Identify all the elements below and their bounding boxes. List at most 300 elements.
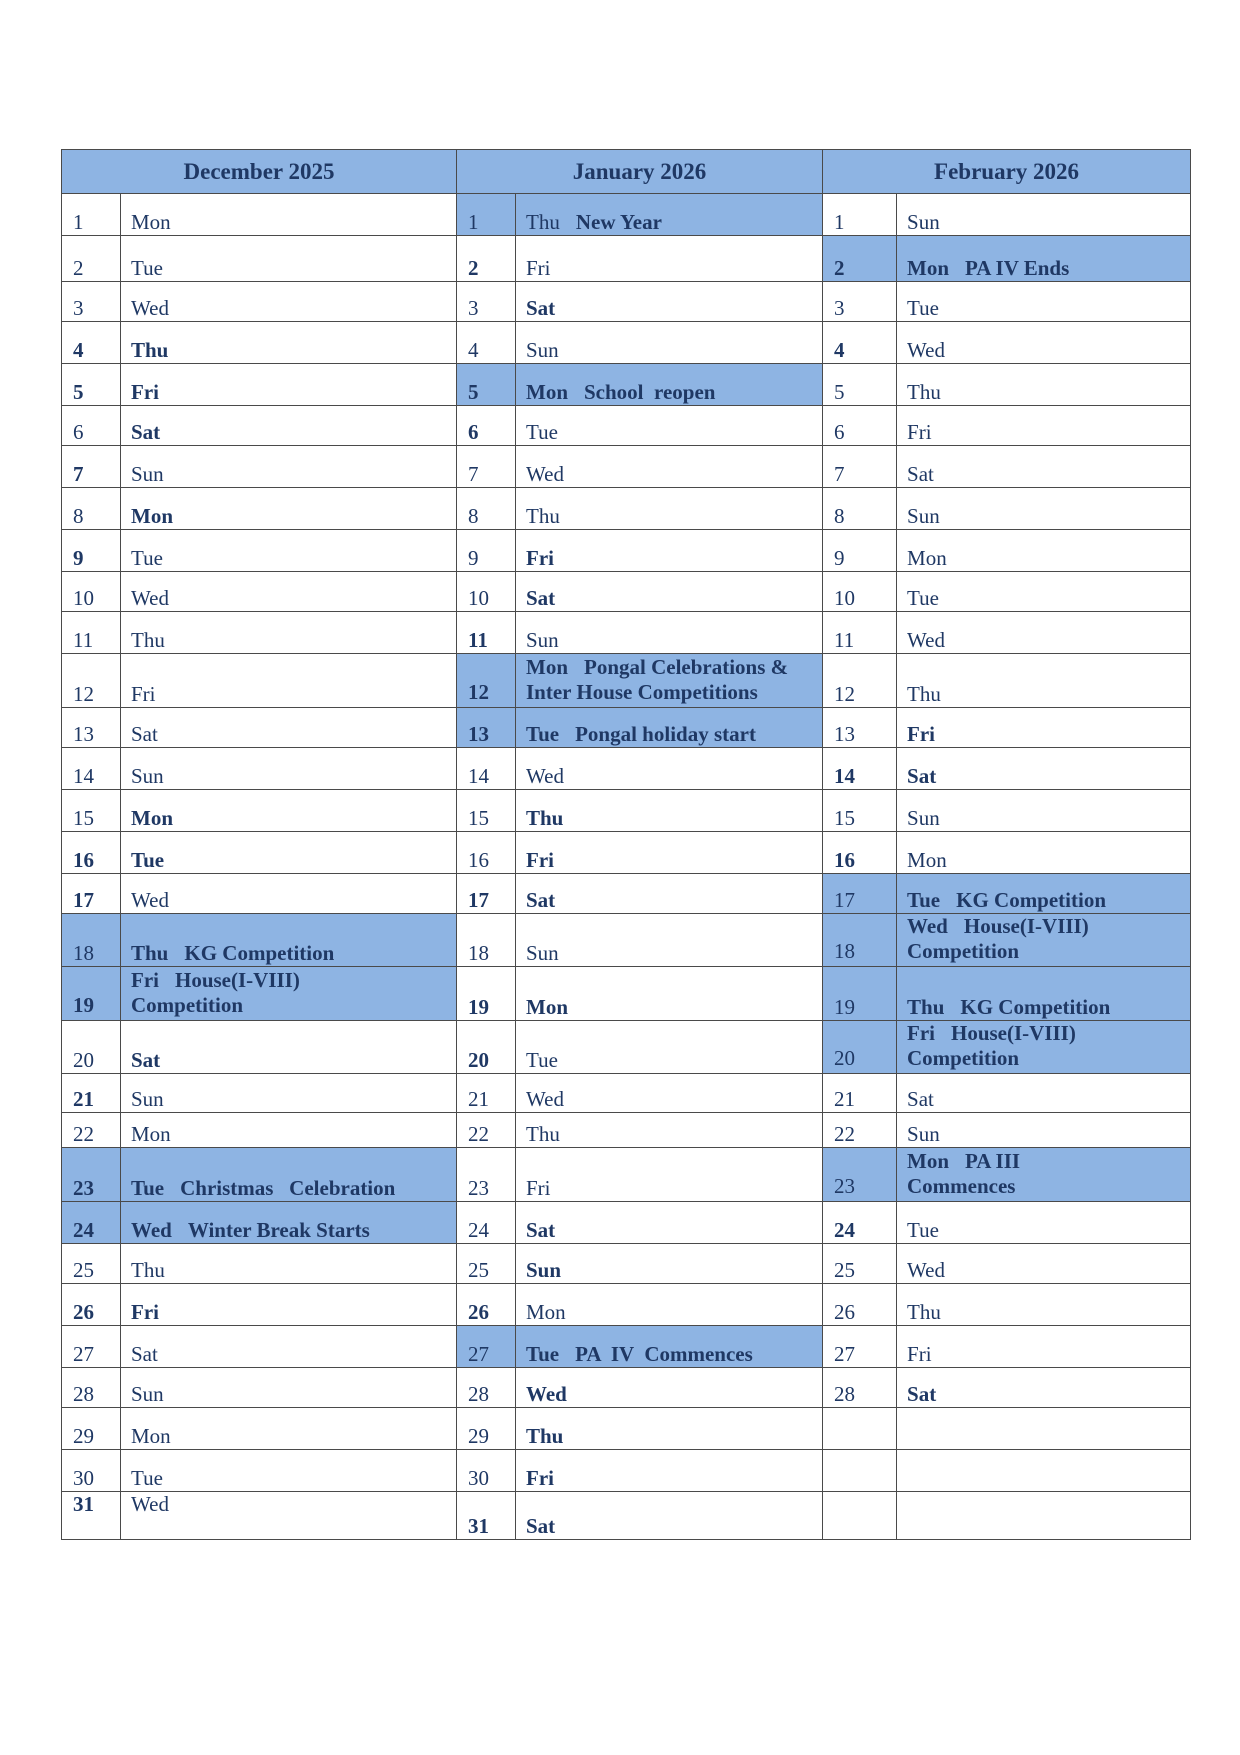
day-line xyxy=(526,210,822,235)
february-day-cell xyxy=(897,708,1191,748)
day-line xyxy=(131,764,456,789)
february-day-cell xyxy=(897,1284,1191,1326)
december-day-cell xyxy=(121,708,457,748)
december-day-cell xyxy=(121,322,457,364)
january-date-number: 8 xyxy=(457,488,516,530)
weekday-name: Tue xyxy=(131,546,163,570)
weekday-name: Sat xyxy=(907,1382,937,1406)
weekday-name: Wed xyxy=(907,628,945,652)
weekday-name: Mon xyxy=(131,1424,171,1448)
weekday-name: Sun xyxy=(907,210,940,234)
event-label: School reopen xyxy=(584,380,716,404)
weekday-name: Sat xyxy=(526,888,556,912)
weekday-name: Tue xyxy=(907,586,939,610)
day-line xyxy=(131,806,456,831)
february-date-number: 22 xyxy=(823,1113,897,1148)
event-label: Pongal Celebrations & xyxy=(584,655,789,679)
event-label: KG Competition xyxy=(960,995,1111,1019)
day-line xyxy=(907,1258,1190,1283)
december-date-number: 3 xyxy=(62,282,121,322)
february-date-number xyxy=(823,1450,897,1492)
january-day-cell xyxy=(516,1113,823,1148)
january-date-number: 22 xyxy=(457,1113,516,1148)
day-line xyxy=(907,546,1190,571)
february-date-number: 15 xyxy=(823,790,897,832)
weekday-name: Thu xyxy=(131,1258,165,1282)
january-date-number: 5 xyxy=(457,364,516,406)
day-line xyxy=(907,420,1190,445)
weekday-name: Fri xyxy=(131,1300,159,1324)
december-day-cell xyxy=(121,1113,457,1148)
event-label-continued: Competition xyxy=(907,1046,1020,1070)
weekday-name: Wed xyxy=(907,1258,945,1282)
january-day-cell xyxy=(516,364,823,406)
weekday-name: Fri xyxy=(526,256,551,280)
day-line xyxy=(131,1424,456,1449)
day-line xyxy=(526,1087,822,1112)
january-date-number: 9 xyxy=(457,530,516,572)
weekday-name: Fri xyxy=(907,1342,932,1366)
day-line xyxy=(526,806,822,831)
month-header-january: January 2026 xyxy=(457,150,823,194)
weekday-name: Sat xyxy=(526,296,556,320)
weekday-name: Thu xyxy=(907,380,941,404)
calendar-row xyxy=(62,1021,1191,1074)
weekday-name: Wed xyxy=(131,586,169,610)
january-day-cell xyxy=(516,1368,823,1408)
day-line xyxy=(907,1087,1190,1112)
december-date-number: 16 xyxy=(62,832,121,874)
december-date-number: 21 xyxy=(62,1074,121,1113)
february-day-cell xyxy=(897,1492,1191,1540)
december-date-number: 13 xyxy=(62,708,121,748)
january-day-cell xyxy=(516,1074,823,1113)
december-date-number: 26 xyxy=(62,1284,121,1326)
february-date-number: 14 xyxy=(823,748,897,790)
february-day-cell xyxy=(897,612,1191,654)
weekday-name: Wed xyxy=(131,888,169,912)
february-day-cell xyxy=(897,1148,1191,1202)
day-line xyxy=(131,256,456,281)
calendar-row xyxy=(62,236,1191,282)
calendar-row xyxy=(62,1113,1191,1148)
february-date-number: 28 xyxy=(823,1368,897,1408)
december-date-number: 19 xyxy=(62,967,121,1021)
january-date-number: 10 xyxy=(457,572,516,612)
day-line xyxy=(907,764,1190,789)
event-label: PA IV Commences xyxy=(575,1342,753,1366)
january-date-number: 19 xyxy=(457,967,516,1021)
event-label-continued: Inter House Competitions xyxy=(526,680,758,704)
december-day-cell xyxy=(121,1021,457,1074)
calendar-row xyxy=(62,1326,1191,1368)
weekday-name: Mon xyxy=(526,380,568,404)
february-date-number: 27 xyxy=(823,1326,897,1368)
weekday-name: Wed xyxy=(526,1087,564,1111)
weekday-name: Sun xyxy=(526,338,559,362)
day-line xyxy=(526,722,822,747)
weekday-name: Thu xyxy=(907,682,941,706)
day-line xyxy=(526,888,822,913)
weekday-name: Tue xyxy=(131,848,165,872)
day-line xyxy=(907,1122,1190,1147)
january-day-cell xyxy=(516,322,823,364)
event-label: House(I-VIII) xyxy=(951,1021,1076,1045)
february-day-cell xyxy=(897,572,1191,612)
december-day-cell xyxy=(121,967,457,1021)
december-date-number: 31 xyxy=(62,1492,121,1540)
weekday-name: Mon xyxy=(131,806,173,830)
month-header-december: December 2025 xyxy=(62,150,457,194)
weekday-name: Fri xyxy=(131,682,156,706)
calendar-row xyxy=(62,748,1191,790)
event-label-continued: Commences xyxy=(907,1174,1016,1198)
day-line xyxy=(131,546,456,571)
january-day-cell xyxy=(516,612,823,654)
january-date-number: 20 xyxy=(457,1021,516,1074)
day-line xyxy=(907,995,1190,1020)
february-day-cell xyxy=(897,1202,1191,1244)
weekday-name: Tue xyxy=(526,1048,558,1072)
weekday-name: Mon xyxy=(907,546,947,570)
december-day-cell xyxy=(121,914,457,967)
weekday-name: Thu xyxy=(907,995,945,1019)
calendar-row xyxy=(62,1202,1191,1244)
february-day-cell xyxy=(897,446,1191,488)
december-date-number: 22 xyxy=(62,1113,121,1148)
day-line xyxy=(907,1342,1190,1367)
day-line xyxy=(907,1021,1190,1046)
february-date-number: 12 xyxy=(823,654,897,708)
month-header-row xyxy=(62,150,1191,194)
december-day-cell xyxy=(121,1202,457,1244)
weekday-name: Sun xyxy=(907,504,940,528)
calendar-row xyxy=(62,1244,1191,1284)
january-day-cell xyxy=(516,967,823,1021)
december-date-number: 30 xyxy=(62,1450,121,1492)
event-label: PA III xyxy=(965,1149,1021,1173)
day-line xyxy=(907,586,1190,611)
january-day-cell xyxy=(516,1408,823,1450)
weekday-name: Sun xyxy=(907,1122,940,1146)
december-day-cell xyxy=(121,194,457,236)
weekday-name: Fri xyxy=(907,1021,935,1045)
february-date-number: 19 xyxy=(823,967,897,1021)
weekday-name: Tue xyxy=(131,1176,165,1200)
december-date-number: 29 xyxy=(62,1408,121,1450)
day-line xyxy=(526,764,822,789)
february-date-number: 25 xyxy=(823,1244,897,1284)
january-date-number: 3 xyxy=(457,282,516,322)
december-date-number: 5 xyxy=(62,364,121,406)
weekday-name: Tue xyxy=(526,420,558,444)
weekday-name: Sat xyxy=(907,764,937,788)
january-day-cell xyxy=(516,488,823,530)
january-day-cell xyxy=(516,790,823,832)
day-line xyxy=(131,722,456,747)
february-day-cell xyxy=(897,322,1191,364)
day-line xyxy=(526,296,822,321)
weekday-name: Sat xyxy=(131,1048,161,1072)
february-date-number: 13 xyxy=(823,708,897,748)
weekday-name: Thu xyxy=(526,504,560,528)
day-line xyxy=(131,462,456,487)
february-day-cell xyxy=(897,530,1191,572)
day-line xyxy=(131,848,456,873)
day-line xyxy=(131,1466,456,1491)
december-date-number: 1 xyxy=(62,194,121,236)
day-line xyxy=(526,995,822,1020)
january-date-number: 1 xyxy=(457,194,516,236)
calendar-row xyxy=(62,1368,1191,1408)
day-line xyxy=(131,1218,456,1243)
day-line xyxy=(131,968,456,993)
calendar-row xyxy=(62,612,1191,654)
month-header-february: February 2026 xyxy=(823,150,1191,194)
february-day-cell xyxy=(897,236,1191,282)
february-date-number: 23 xyxy=(823,1148,897,1202)
december-day-cell xyxy=(121,748,457,790)
january-date-number: 15 xyxy=(457,790,516,832)
december-day-cell xyxy=(121,654,457,708)
weekday-name: Thu xyxy=(131,941,169,965)
day-line xyxy=(907,380,1190,405)
december-day-cell xyxy=(121,1284,457,1326)
february-day-cell xyxy=(897,1368,1191,1408)
day-line xyxy=(526,338,822,363)
weekday-name: Sat xyxy=(131,722,158,746)
weekday-name: Fri xyxy=(131,380,159,404)
january-day-cell xyxy=(516,194,823,236)
december-day-cell xyxy=(121,612,457,654)
event-label: New Year xyxy=(575,210,662,234)
weekday-name: Fri xyxy=(526,1466,554,1490)
december-date-number: 15 xyxy=(62,790,121,832)
december-day-cell xyxy=(121,406,457,446)
weekday-name: Wed xyxy=(131,1218,172,1242)
weekday-name: Fri xyxy=(526,1176,551,1200)
february-day-cell xyxy=(897,1113,1191,1148)
january-day-cell xyxy=(516,406,823,446)
december-date-number: 24 xyxy=(62,1202,121,1244)
december-day-cell xyxy=(121,1368,457,1408)
january-day-cell xyxy=(516,708,823,748)
december-day-cell xyxy=(121,446,457,488)
calendar-body xyxy=(62,194,1191,1540)
day-line xyxy=(526,1176,822,1201)
day-line xyxy=(526,546,822,571)
february-day-cell xyxy=(897,194,1191,236)
december-day-cell xyxy=(121,832,457,874)
day-line xyxy=(907,1382,1190,1407)
december-date-number: 27 xyxy=(62,1326,121,1368)
day-line xyxy=(131,1382,456,1407)
day-line xyxy=(526,380,822,405)
weekday-name: Wed xyxy=(131,1492,169,1516)
december-date-number: 6 xyxy=(62,406,121,446)
february-date-number: 10 xyxy=(823,572,897,612)
december-day-cell xyxy=(121,874,457,914)
day-line xyxy=(907,848,1190,873)
january-date-number: 4 xyxy=(457,322,516,364)
event-label: House(I-VIII) xyxy=(174,968,300,992)
january-date-number: 13 xyxy=(457,708,516,748)
day-line xyxy=(131,420,456,445)
december-date-number: 7 xyxy=(62,446,121,488)
day-line xyxy=(907,296,1190,321)
weekday-name: Thu xyxy=(907,1300,941,1324)
day-line xyxy=(526,1466,822,1491)
january-day-cell xyxy=(516,874,823,914)
day-line xyxy=(907,504,1190,529)
day-line xyxy=(526,1048,822,1073)
weekday-name: Sat xyxy=(526,586,556,610)
calendar-row xyxy=(62,322,1191,364)
weekday-name: Tue xyxy=(526,722,560,746)
december-date-number: 28 xyxy=(62,1368,121,1408)
day-line xyxy=(907,914,1190,939)
january-day-cell xyxy=(516,654,823,708)
weekday-name: Thu xyxy=(526,210,560,234)
february-date-number: 5 xyxy=(823,364,897,406)
january-day-cell xyxy=(516,1244,823,1284)
day-line xyxy=(907,210,1190,235)
calendar-row xyxy=(62,364,1191,406)
day-line xyxy=(131,1300,456,1325)
january-day-cell xyxy=(516,1492,823,1540)
day-line xyxy=(907,628,1190,653)
february-date-number xyxy=(823,1408,897,1450)
january-day-cell xyxy=(516,446,823,488)
weekday-name: Wed xyxy=(526,1382,567,1406)
day-line xyxy=(131,1087,456,1112)
february-day-cell xyxy=(897,1021,1191,1074)
december-day-cell xyxy=(121,530,457,572)
day-line xyxy=(526,1122,822,1147)
january-date-number: 12 xyxy=(457,654,516,708)
event-label: KG Competition xyxy=(956,888,1107,912)
calendar-row xyxy=(62,282,1191,322)
december-date-number: 12 xyxy=(62,654,121,708)
weekday-name: Wed xyxy=(526,462,564,486)
weekday-name: Mon xyxy=(907,848,947,872)
february-date-number: 16 xyxy=(823,832,897,874)
day-line xyxy=(526,1300,822,1325)
calendar-row xyxy=(62,967,1191,1021)
february-day-cell xyxy=(897,1326,1191,1368)
december-day-cell xyxy=(121,572,457,612)
january-day-cell xyxy=(516,1202,823,1244)
weekday-name: Mon xyxy=(907,256,950,280)
day-line xyxy=(526,848,822,873)
calendar-row xyxy=(62,874,1191,914)
day-line xyxy=(907,256,1190,281)
february-day-cell xyxy=(897,832,1191,874)
weekday-name: Fri xyxy=(131,968,159,992)
december-date-number: 2 xyxy=(62,236,121,282)
december-date-number: 11 xyxy=(62,612,121,654)
december-date-number: 25 xyxy=(62,1244,121,1284)
calendar-row xyxy=(62,1074,1191,1113)
december-date-number: 17 xyxy=(62,874,121,914)
event-label: PA IV Ends xyxy=(965,256,1070,280)
february-day-cell xyxy=(897,406,1191,446)
weekday-name: Sat xyxy=(526,1514,556,1538)
day-line xyxy=(526,1424,822,1449)
january-date-number: 18 xyxy=(457,914,516,967)
january-day-cell xyxy=(516,1450,823,1492)
december-day-cell xyxy=(121,364,457,406)
february-day-cell xyxy=(897,488,1191,530)
january-date-number: 17 xyxy=(457,874,516,914)
december-date-number: 14 xyxy=(62,748,121,790)
january-day-cell xyxy=(516,914,823,967)
february-date-number: 11 xyxy=(823,612,897,654)
day-line xyxy=(907,1149,1190,1174)
february-date-number: 8 xyxy=(823,488,897,530)
february-date-number: 3 xyxy=(823,282,897,322)
weekday-name: Sat xyxy=(131,1342,158,1366)
event-label-continued: Competition xyxy=(907,939,1020,963)
weekday-name: Sun xyxy=(907,806,940,830)
weekday-name: Mon xyxy=(131,504,173,528)
day-line xyxy=(131,210,456,235)
weekday-name: Sat xyxy=(131,420,161,444)
december-day-cell xyxy=(121,790,457,832)
december-day-cell xyxy=(121,1326,457,1368)
december-day-cell xyxy=(121,282,457,322)
event-label: Pongal holiday start xyxy=(575,722,756,746)
january-day-cell xyxy=(516,1326,823,1368)
weekday-name: Mon xyxy=(526,655,568,679)
weekday-name: Tue xyxy=(526,1342,560,1366)
weekday-name: Tue xyxy=(907,296,939,320)
february-date-number: 2 xyxy=(823,236,897,282)
day-line xyxy=(131,628,456,653)
december-day-cell xyxy=(121,1492,457,1540)
february-day-cell xyxy=(897,364,1191,406)
weekday-name: Wed xyxy=(131,296,169,320)
december-date-number: 8 xyxy=(62,488,121,530)
day-line xyxy=(526,462,822,487)
event-label: Christmas Celebration xyxy=(180,1176,396,1200)
february-day-cell xyxy=(897,914,1191,967)
calendar-row xyxy=(62,1492,1191,1540)
calendar-row xyxy=(62,488,1191,530)
february-date-number: 4 xyxy=(823,322,897,364)
december-day-cell xyxy=(121,236,457,282)
weekday-name: Wed xyxy=(907,914,948,938)
weekday-name: Sun xyxy=(526,941,559,965)
february-date-number xyxy=(823,1492,897,1540)
february-date-number: 21 xyxy=(823,1074,897,1113)
day-line xyxy=(131,1176,456,1201)
january-day-cell xyxy=(516,236,823,282)
day-line xyxy=(907,338,1190,363)
event-label-continued: Competition xyxy=(131,993,243,1017)
calendar-row xyxy=(62,530,1191,572)
february-day-cell xyxy=(897,748,1191,790)
january-date-number: 6 xyxy=(457,406,516,446)
january-day-cell xyxy=(516,1021,823,1074)
weekday-name: Mon xyxy=(526,995,568,1019)
day-line xyxy=(526,256,822,281)
calendar-row xyxy=(62,914,1191,967)
january-date-number: 2 xyxy=(457,236,516,282)
day-line xyxy=(131,504,456,529)
day-line xyxy=(131,1122,456,1147)
day-line xyxy=(526,1514,822,1539)
